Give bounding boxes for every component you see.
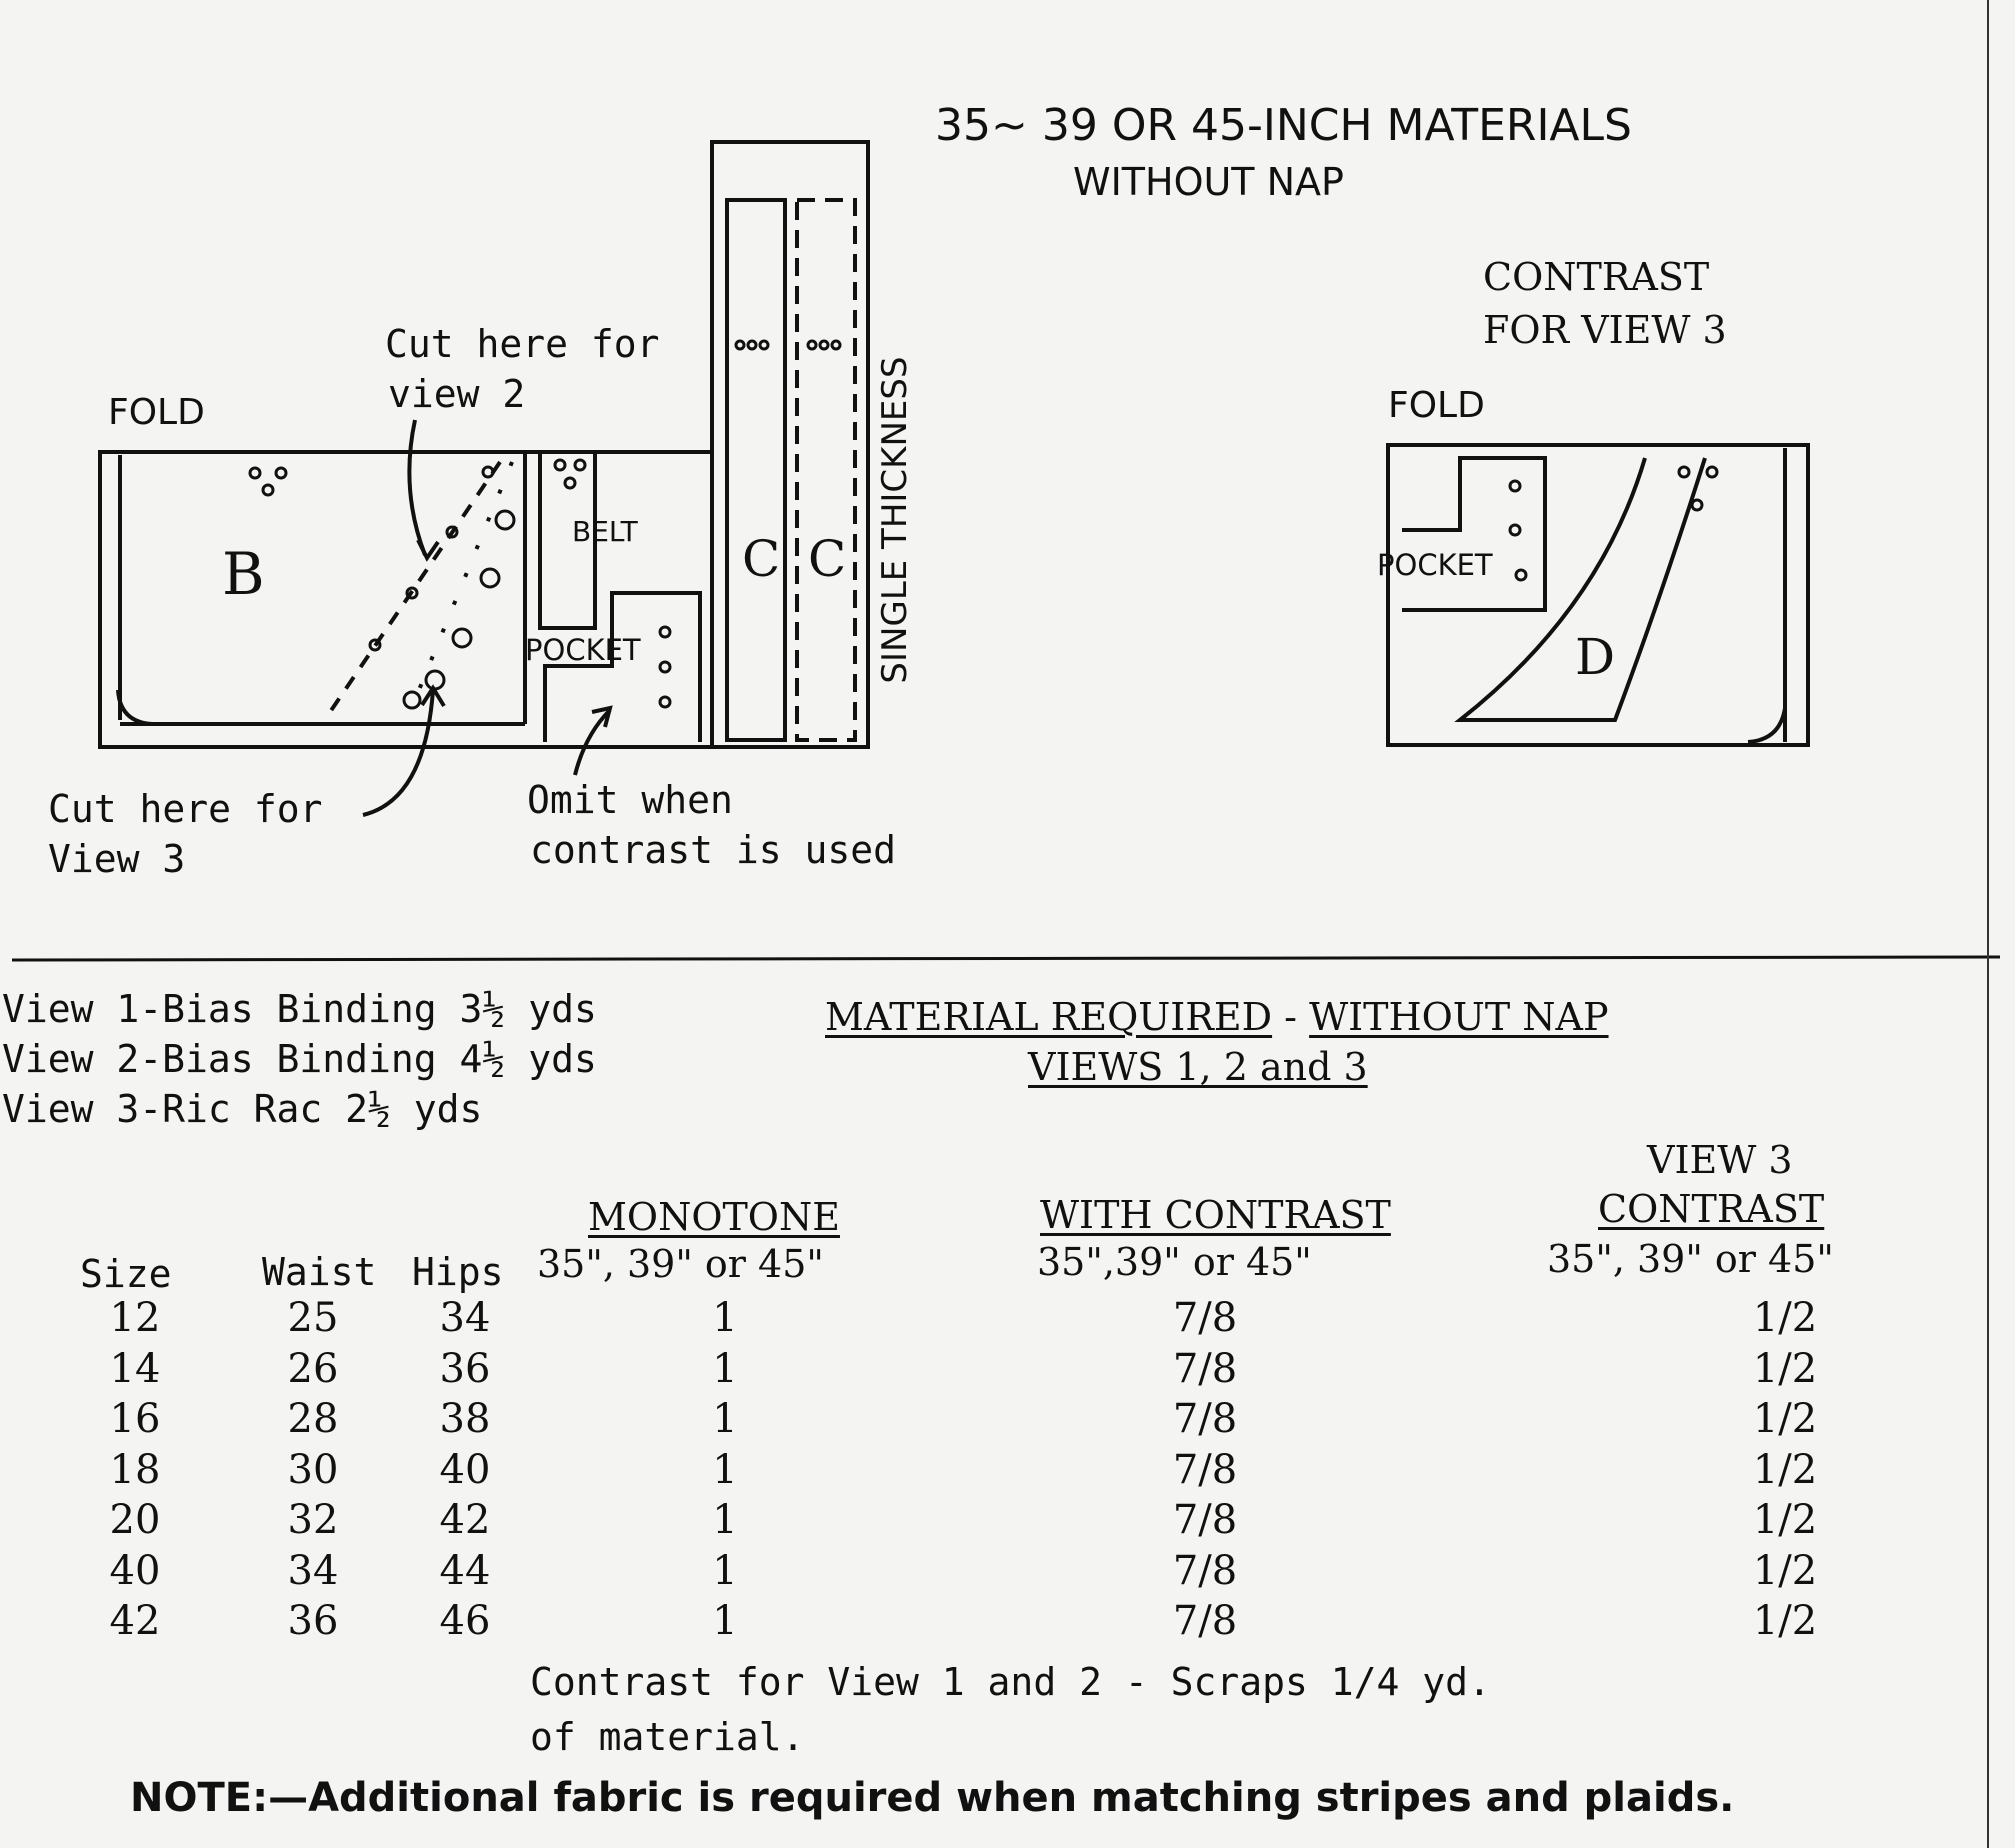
table-cell-size: 42: [109, 1598, 161, 1644]
omit-line1: Omit when: [527, 778, 733, 822]
table-cell-hips: 46: [439, 1598, 491, 1644]
cut-view3-line1: Cut here for: [48, 787, 323, 831]
material-title-part2: WITHOUT NAP: [1309, 995, 1609, 1039]
table-cell-contrast: 7/8: [1172, 1345, 1238, 1392]
table-cell-size: 18: [109, 1446, 161, 1493]
table-cell-contrast: 7/8: [1172, 1396, 1238, 1442]
cut-view2-line1: Cut here for: [385, 322, 660, 366]
table-cell-monotone: 1: [712, 1497, 738, 1543]
cut-line-view2: [330, 462, 500, 712]
table-cell-hips: 38: [439, 1396, 491, 1442]
single-thickness-label: SINGLE THICKNESS: [875, 356, 915, 684]
table-cell-waist: 34: [287, 1547, 339, 1594]
contrast-fold-marker: [1748, 708, 1785, 742]
col-contrast-widths: 35",39" or 45": [1037, 1240, 1312, 1284]
table-cell-size: 14: [109, 1345, 161, 1392]
piece-c-label-2: C: [808, 530, 847, 588]
table-cell-waist: 25: [287, 1295, 339, 1341]
table-cell-waist: 36: [287, 1598, 339, 1644]
table-cell-waist: 30: [287, 1446, 339, 1493]
table-cell-hips: 36: [439, 1345, 491, 1392]
col-view3-widths: 35", 39" or 45": [1547, 1237, 1834, 1281]
table-cell-hips: 42: [439, 1497, 491, 1543]
cut-view3-line2: View 3: [48, 837, 186, 881]
table-cell-contrast: 7/8: [1172, 1295, 1238, 1341]
single-thickness-outline: [712, 142, 868, 747]
table-cell-contrast: 7/8: [1172, 1446, 1238, 1493]
table-cell-hips: 40: [439, 1446, 491, 1493]
table-cell-hips: 34: [439, 1295, 491, 1341]
table-cell-contrast: 7/8: [1172, 1497, 1238, 1543]
table-cell-monotone: 1: [712, 1598, 738, 1644]
table-cell-waist: 26: [287, 1345, 339, 1392]
col-size: Size: [80, 1252, 172, 1296]
table-cell-size: 40: [109, 1547, 161, 1594]
col-view3-line2: CONTRAST: [1598, 1187, 1825, 1231]
table-cell-monotone: 1: [712, 1295, 738, 1341]
table-cell-monotone: 1: [712, 1547, 738, 1594]
material-title-part1: MATERIAL REQUIRED: [825, 995, 1273, 1039]
cut-view2-line2: view 2: [388, 372, 526, 416]
piece-d-label: D: [1575, 628, 1616, 686]
arrow-omit: [575, 710, 610, 775]
trim-view2: View 2-Bias Binding 4½ yds: [2, 1037, 597, 1081]
scraps-line2: of material.: [530, 1715, 805, 1759]
table-cell-size: 12: [109, 1295, 161, 1341]
table-cell-hips: 44: [439, 1547, 491, 1594]
table-cell-view3: 1/2: [1752, 1295, 1818, 1341]
table-cell-size: 16: [109, 1396, 161, 1442]
arrow-view2: [409, 420, 425, 555]
piece-b-label: B: [222, 540, 265, 608]
table-cell-contrast: 7/8: [1172, 1547, 1238, 1594]
fold-marker: [118, 690, 152, 724]
col-hips: Hips: [412, 1250, 504, 1294]
scraps-line1: Contrast for View 1 and 2 - Scraps 1/4 yd.: [530, 1660, 1491, 1704]
table-cell-view3: 1/2: [1752, 1547, 1818, 1594]
piece-c-label: C: [742, 530, 781, 588]
section-divider: [12, 957, 2000, 960]
table-cell-view3: 1/2: [1752, 1598, 1818, 1644]
table-cell-waist: 28: [287, 1396, 339, 1442]
piece-belt-label: BELT: [572, 515, 638, 548]
header-subtitle: WITHOUT NAP: [1073, 160, 1344, 204]
omit-line2: contrast is used: [530, 828, 897, 872]
material-title: [825, 995, 1609, 1039]
contrast-pocket-label: POCKET: [1377, 548, 1493, 582]
trim-view1: View 1-Bias Binding 3½ yds: [2, 987, 597, 1031]
piece-c-solid: [727, 200, 785, 740]
contrast-title-line2: FOR VIEW 3: [1483, 308, 1727, 352]
pocket-outline: [545, 593, 700, 742]
contrast-fabric-outline: [1388, 445, 1808, 745]
note: NOTE:—Additional fabric is required when matching stripes and plaids.: [130, 1775, 1735, 1821]
table-cell-view3: 1/2: [1752, 1345, 1818, 1392]
piece-pocket-label: POCKET: [525, 633, 641, 667]
col-view3-line1: VIEW 3: [1647, 1138, 1793, 1182]
table-cell-view3: 1/2: [1752, 1497, 1818, 1543]
contrast-fold-label: FOLD: [1388, 385, 1485, 426]
table-cell-monotone: 1: [712, 1446, 738, 1493]
table-cell-waist: 32: [287, 1497, 339, 1543]
col-contrast: WITH CONTRAST: [1040, 1193, 1391, 1237]
col-monotone-widths: 35", 39" or 45": [537, 1242, 824, 1286]
table-cell-view3: 1/2: [1752, 1396, 1818, 1442]
piece-c-dashed: [797, 200, 855, 740]
header-title: 35~ 39 OR 45-INCH MATERIALS: [935, 100, 1632, 151]
table-cell-size: 20: [109, 1497, 161, 1543]
arrow-view3: [363, 690, 433, 815]
col-monotone: MONOTONE: [588, 1195, 840, 1239]
contrast-title-line1: CONTRAST: [1483, 255, 1710, 299]
trim-view3: View 3-Ric Rac 2½ yds: [2, 1087, 483, 1131]
table-cell-monotone: 1: [712, 1345, 738, 1392]
fold-label: FOLD: [108, 392, 205, 433]
table-cell-contrast: 7/8: [1172, 1598, 1238, 1644]
material-title-sep: -: [1272, 995, 1310, 1039]
col-waist: Waist: [262, 1250, 377, 1294]
material-subtitle: VIEWS 1, 2 and 3: [1028, 1045, 1368, 1089]
cut-line-view3: [410, 462, 512, 712]
table-cell-view3: 1/2: [1752, 1446, 1818, 1493]
table-cell-monotone: 1: [712, 1396, 738, 1442]
contrast-pocket-outline: [1402, 458, 1545, 610]
